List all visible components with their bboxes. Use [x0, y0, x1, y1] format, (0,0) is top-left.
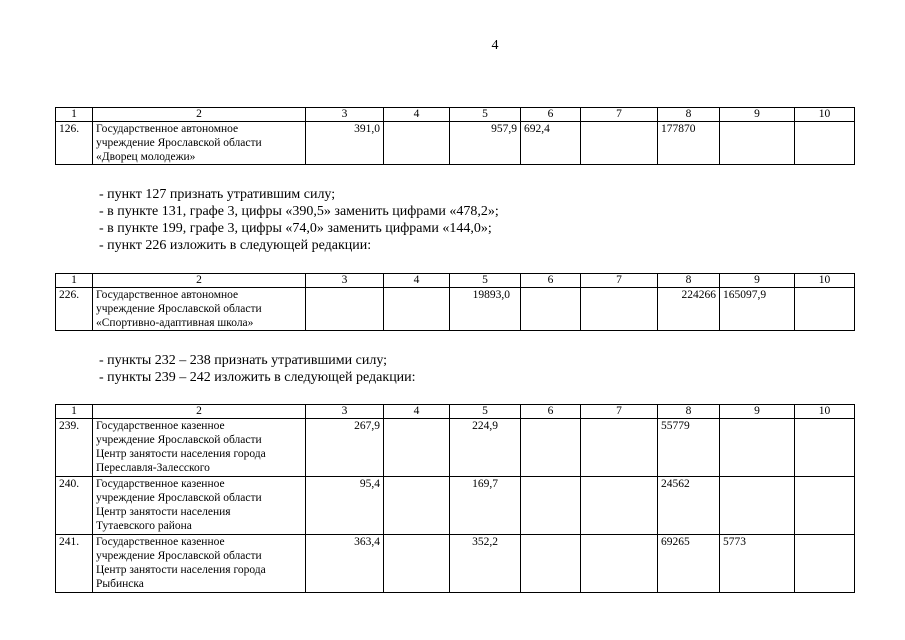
amendment-line: - в пункте 199, графе 3, цифры «74,0» заменить цифрами «144,0»;: [99, 221, 492, 236]
header-cell: 7: [581, 274, 658, 288]
cell-col5: 352,2: [450, 535, 521, 593]
cell-col10: [795, 419, 855, 477]
cell-col5: 19893,0: [450, 288, 521, 331]
header-cell: 2: [93, 108, 306, 122]
cell-col9: 5773: [720, 535, 795, 593]
cell-col9: [720, 122, 795, 165]
cell-col4: [384, 122, 450, 165]
row-number: 226.: [56, 288, 93, 331]
cell-col10: [795, 122, 855, 165]
cell-col4: [384, 288, 450, 331]
cell-col10: [795, 477, 855, 535]
name-line: учреждение Ярославской области: [96, 137, 262, 149]
header-cell: 1: [56, 274, 93, 288]
name-line: Государственное автономное: [96, 123, 239, 135]
name-line: Государственное казенное: [96, 420, 225, 432]
header-cell: 4: [384, 405, 450, 419]
header-cell: 10: [795, 274, 855, 288]
cell-col7: [581, 477, 658, 535]
header-cell: 8: [658, 108, 720, 122]
table-row: [56, 477, 855, 535]
amendment-line: - пункты 232 – 238 признать утратившими силу;: [99, 353, 388, 368]
table-row: [56, 419, 855, 477]
name-line: учреждение Ярославской области: [96, 550, 262, 562]
header-cell: 9: [720, 274, 795, 288]
header-cell: 6: [521, 405, 581, 419]
amendment-text-1: [99, 186, 499, 254]
cell-col5: 169,7: [450, 477, 521, 535]
header-cell: 8: [658, 405, 720, 419]
cell-col8: 55779: [658, 419, 720, 477]
cell-col10: [795, 288, 855, 331]
table-header-row: [56, 108, 855, 122]
name-line: Государственное казенное: [96, 536, 225, 548]
header-cell: 5: [450, 405, 521, 419]
cell-col3: 391,0: [306, 122, 384, 165]
name-line: учреждение Ярославской области: [96, 303, 262, 315]
name-line: Государственное автономное: [96, 289, 239, 301]
amendment-text-2: [99, 352, 416, 386]
cell-col6: [521, 288, 581, 331]
cell-col3: [306, 288, 384, 331]
cell-col5: 957,9: [450, 122, 521, 165]
cell-col6: 692,4: [521, 122, 581, 165]
header-cell: 3: [306, 274, 384, 288]
institution-name: [93, 122, 306, 165]
cell-col6: [521, 419, 581, 477]
amendment-line: - в пункте 131, графе 3, цифры «390,5» заменить цифрами «478,2»;: [99, 204, 499, 219]
header-cell: 10: [795, 108, 855, 122]
header-cell: 6: [521, 108, 581, 122]
header-cell: 3: [306, 108, 384, 122]
cell-col3: 363,4: [306, 535, 384, 593]
amendment-line: - пункты 239 – 242 изложить в следующей редакции:: [99, 370, 416, 385]
cell-col3: 95,4: [306, 477, 384, 535]
cell-col9: [720, 477, 795, 535]
table-row: [56, 122, 855, 165]
cell-col9: [720, 419, 795, 477]
cell-col6: [521, 535, 581, 593]
table-header-row: [56, 405, 855, 419]
cell-col7: [581, 288, 658, 331]
row-number: 241.: [56, 535, 93, 593]
cell-col9: 165097,9: [720, 288, 795, 331]
cell-col8: 69265: [658, 535, 720, 593]
header-cell: 4: [384, 108, 450, 122]
header-cell: 2: [93, 274, 306, 288]
amendment-line: - пункт 226 изложить в следующей редакции:: [99, 238, 372, 253]
cell-col7: [581, 122, 658, 165]
name-line: Центр занятости населения города: [96, 448, 266, 460]
cell-col8: 224266: [658, 288, 720, 331]
name-line: «Спортивно-адаптивная школа»: [96, 317, 254, 329]
institution-name: [93, 419, 306, 477]
name-line: Переславля-Залесского: [96, 462, 210, 474]
institution-name: [93, 477, 306, 535]
header-cell: 5: [450, 108, 521, 122]
table-row: [56, 288, 855, 331]
name-line: «Дворец молодежи»: [96, 151, 196, 163]
cell-col10: [795, 535, 855, 593]
cell-col8: 177870: [658, 122, 720, 165]
header-cell: 4: [384, 274, 450, 288]
header-cell: 9: [720, 405, 795, 419]
row-number: 126.: [56, 122, 93, 165]
institution-name: [93, 288, 306, 331]
table-row: [56, 535, 855, 593]
table-item-226: [55, 273, 855, 331]
institution-name: [93, 535, 306, 593]
name-line: Рыбинска: [96, 578, 144, 590]
cell-col4: [384, 535, 450, 593]
cell-col4: [384, 419, 450, 477]
header-cell: 8: [658, 274, 720, 288]
page-number: 4: [491, 38, 499, 53]
table-items-239-241: [55, 404, 855, 593]
cell-col5: 224,9: [450, 419, 521, 477]
header-cell: 9: [720, 108, 795, 122]
name-line: Государственное казенное: [96, 478, 225, 490]
table-header-row: [56, 274, 855, 288]
cell-col3: 267,9: [306, 419, 384, 477]
name-line: учреждение Ярославской области: [96, 434, 262, 446]
name-line: Центр занятости населения города: [96, 564, 266, 576]
header-cell: 2: [93, 405, 306, 419]
header-cell: 1: [56, 108, 93, 122]
row-number: 239.: [56, 419, 93, 477]
name-line: Центр занятости населения: [96, 506, 231, 518]
name-line: учреждение Ярославской области: [96, 492, 262, 504]
cell-col6: [521, 477, 581, 535]
cell-col4: [384, 477, 450, 535]
amendment-line: - пункт 127 признать утратившим силу;: [99, 187, 336, 202]
header-cell: 1: [56, 405, 93, 419]
header-cell: 5: [450, 274, 521, 288]
header-cell: 10: [795, 405, 855, 419]
header-cell: 3: [306, 405, 384, 419]
header-cell: 7: [581, 108, 658, 122]
header-cell: 6: [521, 274, 581, 288]
name-line: Тутаевского района: [96, 520, 192, 532]
cell-col8: 24562: [658, 477, 720, 535]
row-number: 240.: [56, 477, 93, 535]
cell-col7: [581, 535, 658, 593]
cell-col7: [581, 419, 658, 477]
table-item-126: [55, 107, 855, 165]
header-cell: 7: [581, 405, 658, 419]
